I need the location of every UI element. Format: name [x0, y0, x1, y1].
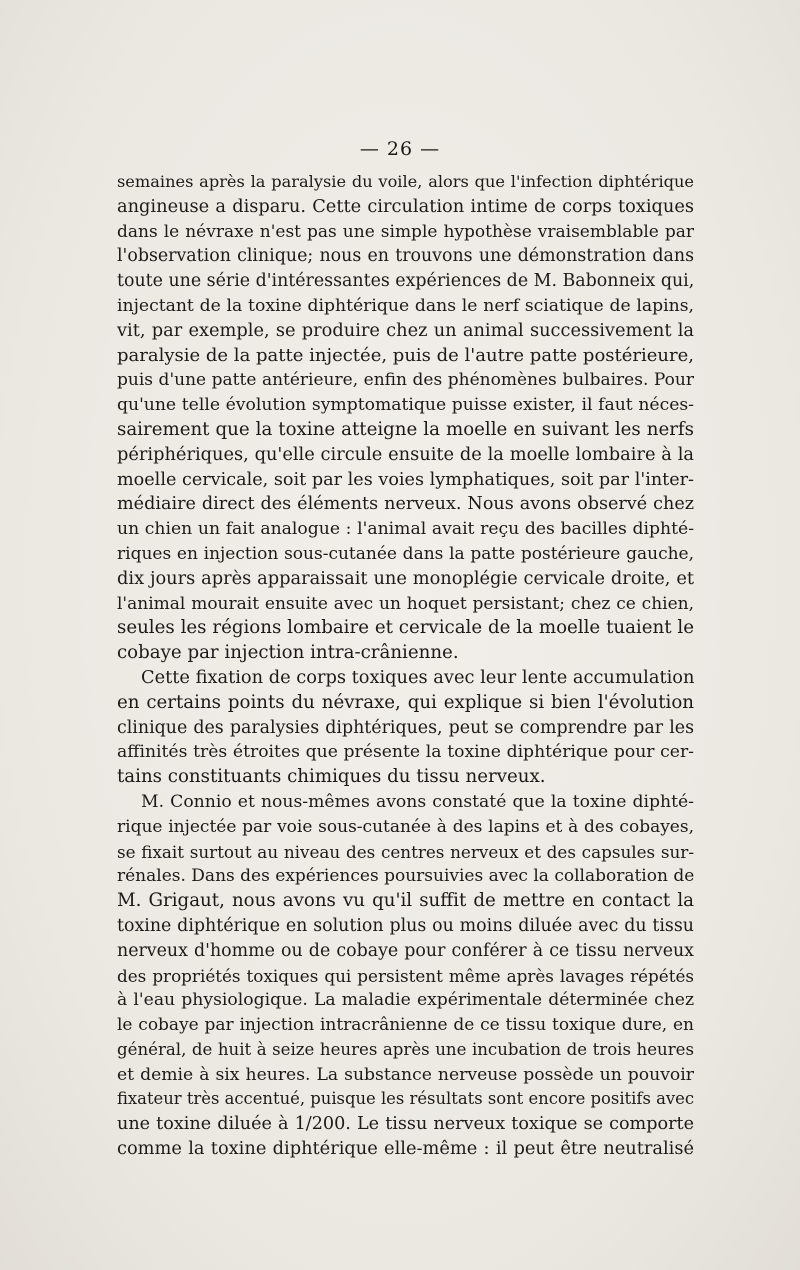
text-line: à l'eau physiologique. La maladie expérimentale déterminée chez	[117, 990, 694, 1011]
text-line: l'observation clinique; nous en trouvons une démonstration dans	[117, 246, 694, 267]
text-line: affinités très étroites que présente la toxine diphtérique pour cer-	[117, 742, 694, 763]
text-line: riques en injection sous-cutanée dans la patte postérieure gauche,	[117, 543, 694, 564]
text-line: général, de huit à seize heures après une incubation de trois heures	[117, 1039, 694, 1059]
text-line: nerveux d'homme ou de cobaye pour conférer à ce tissu nerveux	[117, 940, 694, 961]
text-line: moelle cervicale, soit par les voies lymphatiques, soit par l'inter-	[117, 469, 694, 490]
text-line: médiaire direct des éléments nerveux. Nous avons observé chez	[117, 494, 694, 515]
text-line: M. Grigaut, nous avons vu qu'il suffit de mettre en contact la	[117, 890, 694, 912]
text-line: Cette fixation de corps toxiques avec leur lente accumulation	[141, 666, 695, 688]
text-line: puis d'une patte antérieure, enfin des phénomènes bulbaires. Pour	[117, 370, 694, 391]
text-line: l'animal mourait ensuite avec un hoquet persistant; chez ce chien,	[117, 593, 694, 614]
text-line: vit, par exemple, se produire chez un animal successivement la	[117, 319, 694, 341]
body-text	[117, 170, 694, 1162]
text-line: rénales. Dans des expériences poursuivies avec la collaboration de	[117, 866, 695, 887]
text-line: toute une série d'intéressantes expériences de M. Babonneix qui,	[117, 271, 695, 292]
text-line: dans le névraxe n'est pas une simple hypothèse vraisemblable par	[117, 221, 694, 242]
text-line: clinique des paralysies diphtériques, peut se comprendre par les	[117, 717, 694, 738]
page-number: — 26 —	[359, 138, 441, 160]
text-line: toxine diphtérique en solution plus ou moins diluée avec du tissu	[117, 915, 694, 936]
text-line: se fixait surtout au niveau des centres nerveux et des capsules sur-	[117, 841, 694, 862]
text-line: qu'une telle évolution symptomatique puisse exister, il faut néces-	[117, 395, 694, 416]
text-line: des propriétés toxiques qui persistent même après lavages répétés	[117, 965, 694, 986]
text-line: une toxine diluée à 1/200. Le tissu nerveux toxique se comporte	[117, 1114, 694, 1135]
text-line: rique injectée par voie sous-cutanée à des lapins et à des cobayes,	[117, 816, 694, 837]
text-line: cobaye par injection intra-crânienne.	[117, 642, 459, 664]
text-line: injectant de la toxine diphtérique dans le nerf sciatique de lapins,	[117, 295, 694, 316]
text-line: semaines après la paralysie du voile, alors que l'infection diphtérique	[117, 172, 694, 191]
text-line: paralysie de la patte injectée, puis de l'autre patte postérieure,	[117, 344, 694, 366]
text-line: fixateur très accentué, puisque les résultats sont encore positifs avec	[117, 1089, 694, 1109]
text-line: tains constituants chimiques du tissu nerveux.	[117, 766, 546, 788]
text-line: en certains points du névraxe, qui explique si bien l'évolution	[117, 691, 694, 713]
text-line: seules les régions lombaire et cervicale de la moelle tuaient le	[117, 617, 694, 639]
text-line: et demie à six heures. La substance nerveuse possède un pouvoir	[117, 1064, 694, 1085]
text-line: angineuse a disparu. Cette circulation intime de corps toxiques	[117, 195, 694, 217]
text-line: comme la toxine diphtérique elle-même : il peut être neutralisé	[117, 1138, 694, 1160]
text-line: dix jours après apparaissait une monoplégie cervicale droite, et	[117, 567, 694, 589]
text-line: M. Connio et nous-mêmes avons constaté que la toxine diphté-	[141, 791, 694, 812]
text-line: sairement que la toxine atteigne la moelle en suivant les nerfs	[117, 418, 694, 440]
text-line: un chien un fait analogue : l'animal avait reçu des bacilles diphté-	[117, 519, 694, 540]
text-line: périphériques, qu'elle circule ensuite de la moelle lombaire à la	[117, 443, 694, 465]
text-line: le cobaye par injection intracrânienne de ce tissu toxique dure, en	[117, 1015, 694, 1036]
